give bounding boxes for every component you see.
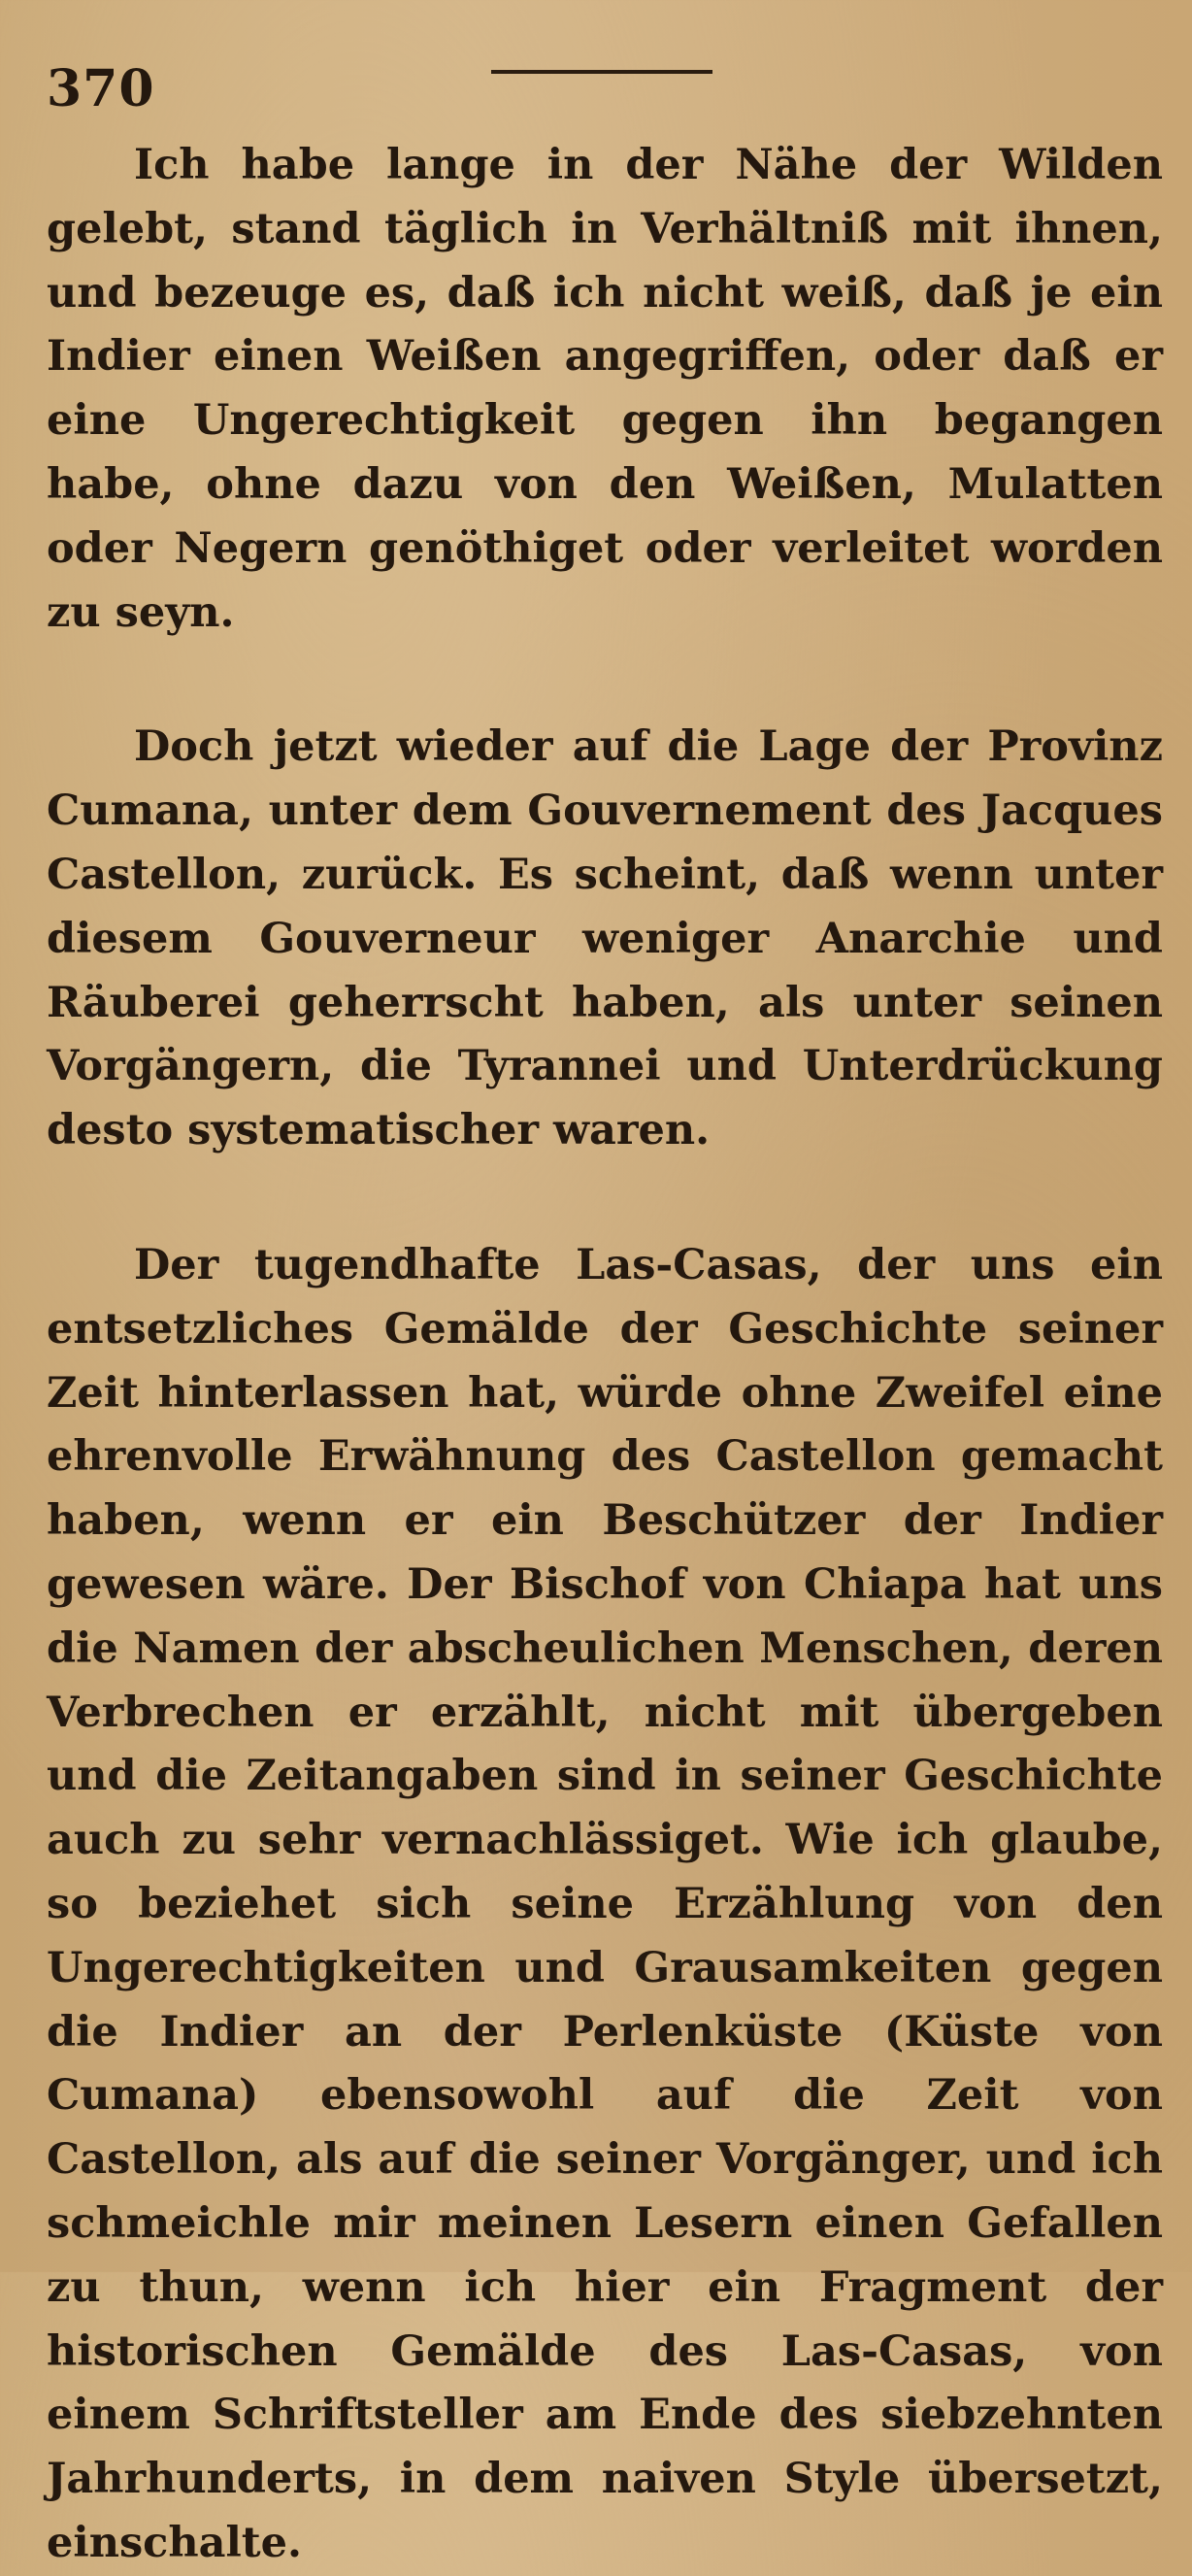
header-rule [491, 70, 712, 74]
body-text [47, 134, 1163, 2576]
paragraph-3: Der tugendhafte Las-Casas, der uns ein entsetzliches Gemälde der Geschichte seiner Zeit hinterlassen hat, würde ohne Zweifel eine ehrenvolle Erwähnung des Castellon gemacht haben, wenn er ein Beschützer der Indier gewesen wäre. Der Bischof von Chiapa hat uns die Namen der abscheulichen Menschen, deren Verbrechen er erzählt, nicht mit übergeben und die Zeitangaben sind in seiner Geschichte auch zu sehr vernachlässiget. Wie ich glaube, so beziehet sich seine Erzählung von den Ungerechtigkeiten und Grausamkeiten gegen die Indier an der Perlenküste (Küste von Cumana) ebensowohl auf die Zeit von Castellon, als auf die seiner Vorgänger, und ich schmeichle mir meinen Lesern einen Gefallen zu thun, wenn ich hier ein Fragment der historischen Gemälde des Las-Casas, von einem Schriftsteller am Ende des siebzehnten Jahrhunderts, in dem naiven Style übersetzt, einschalte. [47, 1240, 1163, 2567]
page-number: 370 [47, 59, 155, 118]
paragraph-2: Doch jetzt wieder auf die Lage der Provinz Cumana, unter dem Gouvernement des Jacques Castellon, zurück. Es scheint, daß wenn unter diesem Gouverneur weniger Anarchie und Räuberei geherrscht haben, als unter seinen Vorgängern, die Tyrannei und Unterdrückung desto systematischer waren. [47, 722, 1163, 1155]
paragraph-1: Ich habe lange in der Nähe der Wilden gelebt, stand täglich in Verhältniß mit ihnen, und bezeuge es, daß ich nicht weiß, daß je ein Indier einen Weißen angegriffen, oder daß er eine Ungerechtigkeit gegen ihn begangen habe, ohne dazu von den Weißen, Mulatten oder Negern genöthiget oder verleitet worden zu seyn. [47, 141, 1163, 637]
